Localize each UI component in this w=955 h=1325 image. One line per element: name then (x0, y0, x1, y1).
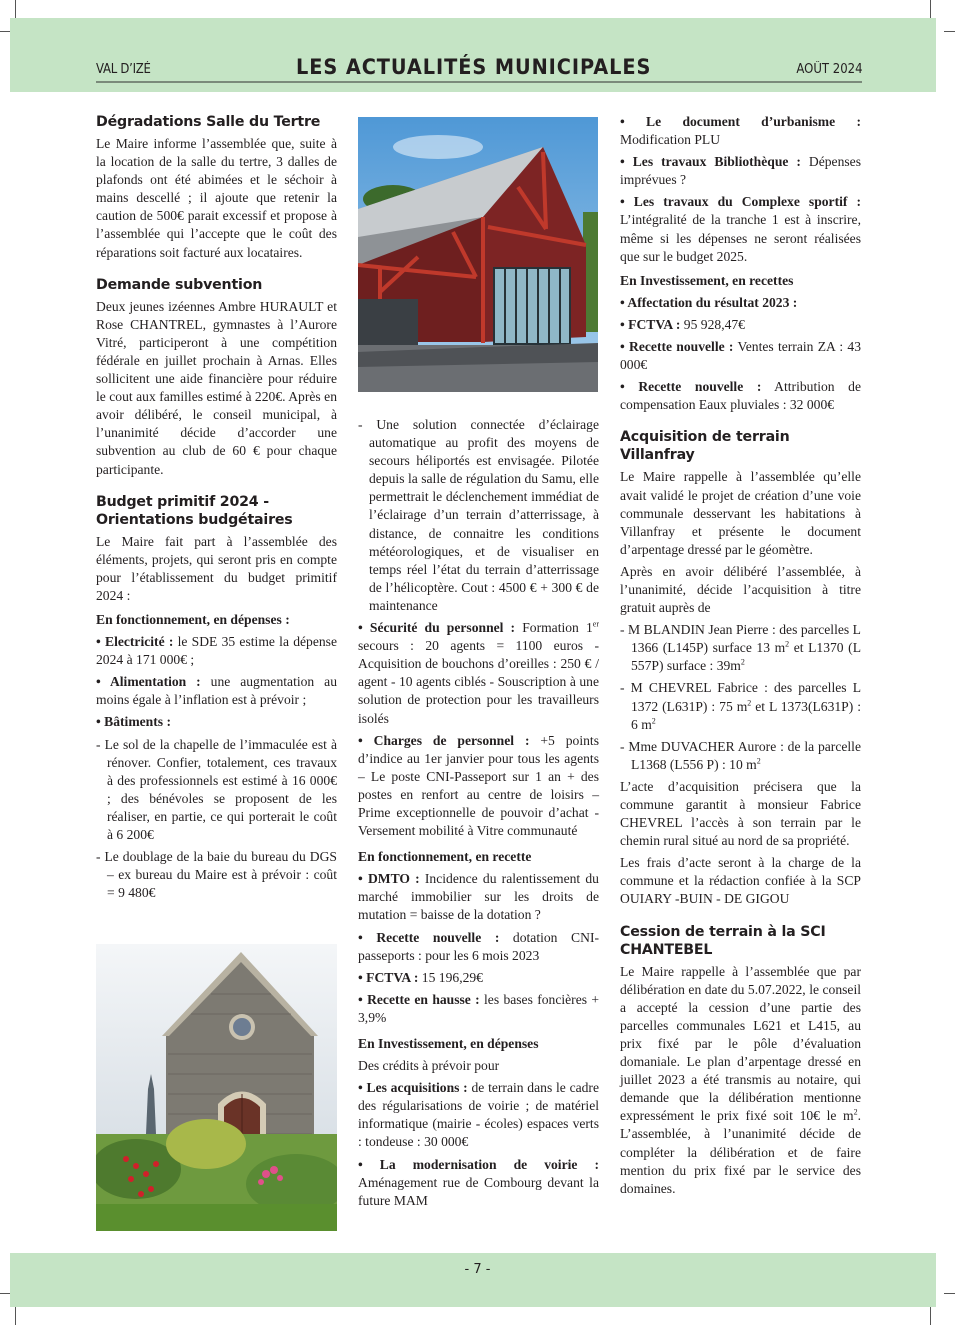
paragraph: Deux jeunes izéennes Ambre HURAULT et Rose CHANTREL, gymnastes à l’Aurore Vitré, participeront à une compétition fédérale en juillet prochain à Arnas. Elles sollicitent une aide financière pour réduire le cout aux familles estimé à 220€. Après en avoir délibéré, le conseil municipal, à l’unanimité décide d’accorder une subvention au club de 60 € pour chaque participante. (96, 298, 337, 477)
bullet (358, 870, 599, 924)
bullet (358, 1156, 599, 1210)
column-1 (96, 113, 337, 906)
bullet (358, 732, 599, 841)
bullet (96, 633, 337, 669)
page-title: LES ACTUALITÉS MUNICIPALES (296, 55, 652, 79)
paragraph (620, 963, 861, 1198)
bullet-text: de terrain dans le cadre des régularisations de voirie ; de matériel informatique (mairie - écoles) espaces verts : tondeuse : 30 000€ (358, 1080, 599, 1150)
header-town: VAL D’IZÉ (96, 62, 151, 77)
bullet-label: • Sécurité du personnel : (358, 620, 516, 636)
subheading (96, 611, 337, 629)
bullet-text: une augmentation au moins égale à l’inflation est à prévoir ; (96, 674, 337, 708)
bullet-label: • Alimentation : (96, 674, 201, 690)
bullet-label: • Les travaux Bibliothèque : (620, 154, 801, 170)
bullet (620, 193, 861, 265)
dash-item: - Le sol de la chapelle de l’immaculée est à rénover. Confier, totalement, ces travaux à des professionnels est estimé à 16 000€ ; des bénévoles se proposent de les réaliser, en partie, ce qui porterait le coût à 6 200€ (96, 736, 337, 842)
superscript: 2 (756, 756, 761, 766)
bullet-label: • Recette nouvelle : (620, 339, 734, 355)
bullet-label: • Recette nouvelle : (358, 929, 500, 945)
paragraph: Le Maire fait part à l’assemblée des éléments, projets, qui seront pris en compte pour l’établissement du budget primitif 2024 : (96, 533, 337, 603)
section-title: Acquisition de terrain Villanfray (620, 429, 790, 464)
bullet-text: le SDE 35 estime la dépense 2024 à 171 000€ ; (96, 634, 337, 668)
dash-item (620, 621, 861, 675)
paragraph-text: . L’assemblée, à l’unanimité décide de compléter la délibération et de faire mention du prix fixé par le service des domaines. (620, 1108, 861, 1196)
superscript: 2 (785, 639, 790, 649)
bullet (620, 378, 861, 414)
bullet-label: • DMTO : (358, 871, 420, 887)
item-text: et L1370 (L 557P) surface : 39m (631, 640, 862, 674)
crop-mark (944, 1293, 955, 1294)
bullet (96, 713, 337, 731)
header-rule (96, 81, 862, 83)
superscript: er (592, 619, 599, 629)
bullet-label: • La modernisation de voirie : (358, 1156, 599, 1172)
bullet-text: Ventes terrain ZA : 43 000€ (620, 339, 861, 373)
column-3 (620, 113, 861, 1202)
bullet-text: secours : 20 agents = 1100 euros - Acquisition de bouchons d’oreilles : 250 € / agent - 10 agents ciblés - Souscription à une solution de protection pour les travailleurs isolés (358, 638, 599, 726)
chapel-photo (96, 944, 337, 1231)
bullet-text: L’intégralité de la tranche 1 est à inscrire, même si les dépenses ne seront réalisées que sur le budget 2025. (620, 212, 861, 264)
bullet-label: • Les acquisitions : (358, 1080, 468, 1096)
bullet-label: • Affectation du résultat 2023 : (620, 294, 798, 310)
dash-item (620, 679, 861, 733)
bullet (620, 316, 861, 334)
bullet-text: les bases foncières + 3,9% (358, 991, 600, 1025)
bullet-text: +5 points d’indice au 1er janvier pour tous les agents – Le poste CNI-Passeport sur 1 an + des postes en renfort au centre de loisirs – Prime exceptionnelle de pouvoir d’achat - Versement mobilité à Vitre communauté (358, 732, 599, 839)
paragraph: Le Maire rappelle à l’assemblée qu’elle avait validé le projet de création d’une voie communale desservant les habitations à Villanfray et présente le document d’arpentage dressé par le géomètre. (620, 469, 861, 557)
bullet-text: 95 928,47€ (680, 316, 745, 332)
dash-item: - Une solution connectée d’éclairage automatique au profit des moyens de secours héliportés est envisagée. Pilotée depuis la salle de régulation du Samu, elle permettrait le déclenchement immédiat de l’éclairage d’un terrain d’atterrissage, à distance, de connaitre les conditions météorologiques, et de visualiser en temps réel l’état du terrain d’atterrissage de l’hélicoptère. Cout : 4500 € + 300 € de maintenance (358, 417, 599, 613)
bullet-label: • Le document d’urbanisme : (620, 114, 861, 129)
bullet (358, 619, 599, 728)
bullet (358, 929, 599, 965)
bullet-text: Aménagement rue de Combourg devant la future MAM (358, 1174, 599, 1208)
bullet-label: • Les travaux du Complexe sportif : (620, 194, 861, 210)
header-date: AOÛT 2024 (796, 62, 863, 77)
superscript: 2 (853, 1107, 858, 1117)
bullet-text: Modification PLU (620, 132, 721, 148)
paragraph: Après en avoir délibéré l’assemblée, à l’unanimité, décide l’acquisition à titre gratuit auprès de (620, 563, 861, 616)
subheading-text: En fonctionnement, en dépenses : (96, 611, 290, 627)
bullet-text: Dépenses imprévues ? (620, 154, 861, 188)
section-title: Dégradations Salle du Tertre (96, 114, 321, 130)
crop-mark (930, 1304, 931, 1325)
item-text: - M CHEVREL Fabrice : des parcelles L 1372 (L631P) : 75 m (620, 680, 861, 714)
column-2 (358, 416, 599, 1214)
paragraph: Le Maire informe l’assemblée que, suite à la location de la salle du tertre, 3 dalles de plafonds ont été abimées et le séchoir à mains descellé ; il ajoute que retenir la caution de 500€ parait excessif et propose à l’assemblée qui l’accepte que le coût des réparations soit facturé aux locataires. (96, 136, 337, 260)
crop-mark (15, 1304, 16, 1325)
hall-photo (358, 117, 598, 392)
bullet (620, 338, 861, 374)
bullet-label: • Recette en hausse : (358, 991, 480, 1007)
bullet-text: Formation 1 (515, 620, 593, 636)
paragraph-text: Le Maire rappelle à l’assemblée que par délibération en date du 5.07.2022, le conseil a accepté la cession d’une partie des parcelles communales L621 et L415, au prix fixé par le pôle d’évaluation domaniale. Le plan d’arpentage dressé en juillet 2023 a été transmis au notaire, qui demande que la délibération mentionne expressément le prix fixé soit 10€ le m (620, 963, 861, 1124)
section-title: Demande subvention (96, 276, 263, 293)
section-title: Cession de terrain à la SCI CHANTEBEL (620, 923, 826, 958)
subheading (358, 848, 599, 866)
paragraph: L’acte d’acquisition précisera que la commune garantit à monsieur Fabrice CHEVREL l’accès à son terrain par le chemin rural situé au nord de sa propriété. (620, 778, 861, 849)
bullet (620, 113, 861, 149)
item-text: et L 1373(L631P) : 6 m (631, 698, 861, 732)
superscript: 2 (651, 716, 656, 726)
crop-mark (15, 0, 16, 20)
paragraph: Les frais d’acte seront à la charge de la commune et la rédaction confiée à la SCP OUIARY -BUIN - DE GIGOU (620, 855, 861, 907)
subheading-text: En Investissement, en dépenses (358, 1036, 539, 1051)
subheading-text: En Investissement, en recettes (620, 272, 794, 288)
subheading (620, 272, 861, 290)
section-title: Budget primitif 2024 - Orientations budgétaires (96, 493, 293, 528)
bullet-label: • FCTVA : (358, 969, 419, 985)
paragraph: Des crédits à prévoir pour (358, 1058, 500, 1074)
bullet (96, 673, 337, 709)
bullet (620, 294, 861, 312)
bullet-label: • Recette nouvelle : (620, 379, 762, 395)
subheading (358, 1035, 599, 1053)
crop-mark (930, 0, 931, 20)
dash-item: - Le doublage de la baie du bureau du DGS – ex bureau du Maire est à prévoir : coût = 9 480€ (96, 849, 337, 901)
item-text: - Mme DUVACHER Aurore : de la parcelle L1368 (L556 P) : 10 m (620, 738, 861, 772)
bullet-text: Attribution de compensation Eaux pluviales : 32 000€ (620, 379, 862, 413)
bullet-label: • Charges de personnel : (358, 732, 530, 748)
bullet-text: Incidence du ralentissement du marché immobilier sur les droits de mutation = baisse de la dotation ? (358, 871, 599, 923)
crop-mark (944, 31, 955, 32)
dash-item (620, 738, 861, 774)
bullet-label: • FCTVA : (620, 316, 681, 332)
item-text: - M BLANDIN Jean Pierre : des parcelles L 1366 (L145P) surface 13 m (620, 622, 861, 656)
bullet (358, 991, 599, 1027)
bullet (620, 153, 861, 189)
bullet-label: • Electricité : (96, 634, 174, 650)
subheading-text: En fonctionnement, en recette (358, 849, 532, 865)
page-number: - 7 - (464, 1262, 491, 1277)
bullet (358, 969, 599, 987)
bullet-label: • Bâtiments : (96, 714, 171, 730)
bullet-text: 15 196,29€ (418, 969, 483, 985)
bullet-text: dotation CNI-passeports : pour les 6 mois 2023 (358, 929, 599, 963)
bullet (358, 1079, 599, 1151)
superscript: 2 (740, 657, 745, 667)
superscript: 2 (747, 698, 752, 707)
